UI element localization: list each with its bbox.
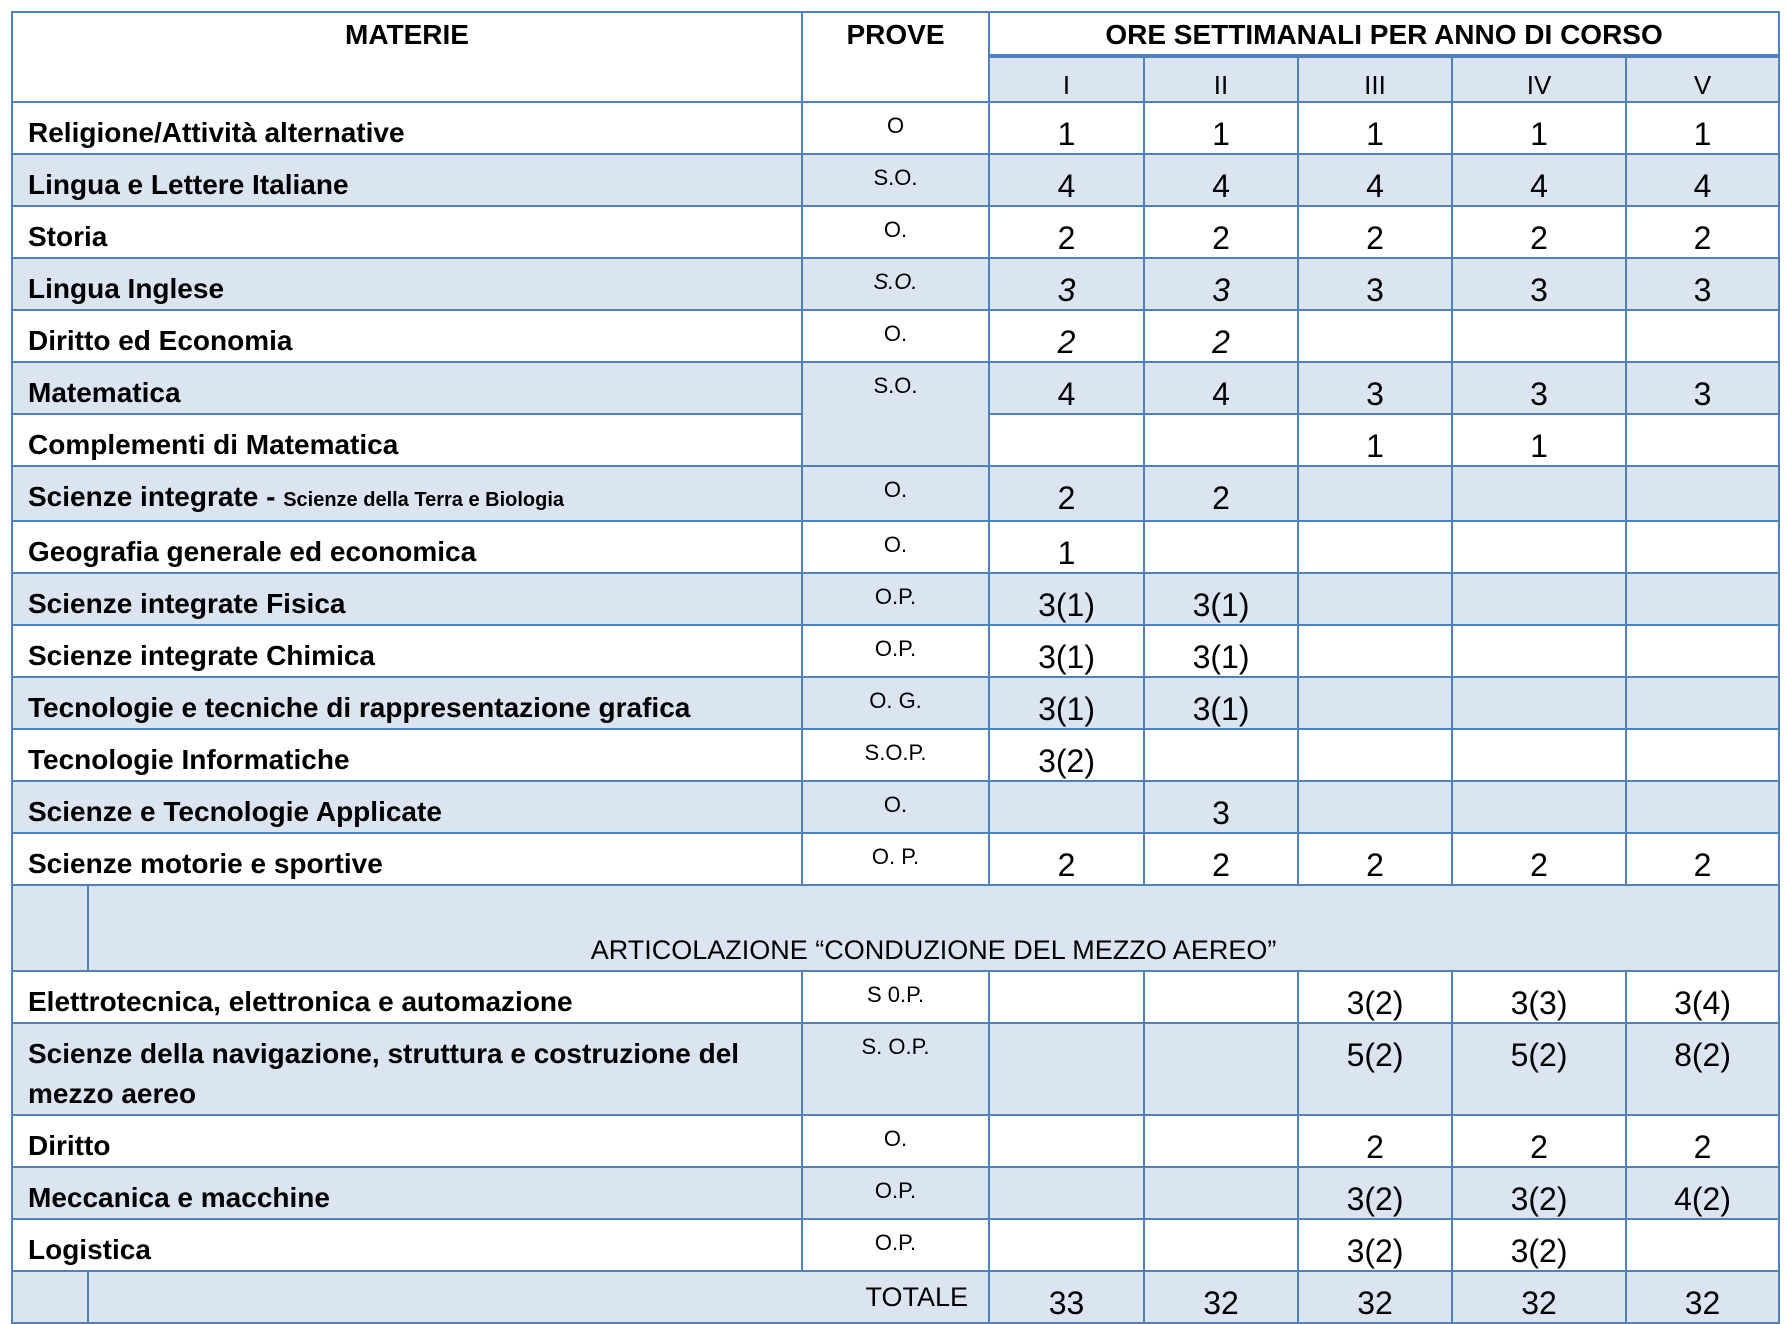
subject-name: Scienze integrate - [28,481,284,512]
hours-cell [1626,1219,1779,1271]
header-ore: ORE SETTIMANALI PER ANNO DI CORSO [989,12,1779,56]
subject-name: Scienze integrate Chimica [28,640,376,671]
hours-cell: 1 [1626,102,1779,154]
table-row [12,1167,1779,1219]
subject-name: Meccanica e macchine [28,1182,330,1213]
hours-cell: 2 [1144,833,1298,885]
subject-name: Elettrotecnica, elettronica e automazione [28,986,573,1017]
hours-cell: 3(2) [1452,1219,1626,1271]
hours-cell [989,1219,1144,1271]
hours-cell [989,1023,1144,1115]
table-row [12,833,1779,885]
hours-cell [989,1115,1144,1167]
hours-cell [1144,971,1298,1023]
hours-cell: 2 [1626,206,1779,258]
hours-cell [1144,729,1298,781]
articolazione-body [12,971,1779,1271]
hours-cell [989,414,1144,466]
header-materie: MATERIE [12,12,802,102]
table-row [12,781,1779,833]
hours-cell: 4 [1144,154,1298,206]
year-header: II [1144,56,1298,102]
prova-cell: O. [802,206,989,258]
table-row [12,362,1779,414]
prova-cell: O. [802,310,989,362]
blank-cell [12,885,88,971]
table-row [12,1219,1779,1271]
prova-cell: S.O.P. [802,729,989,781]
hours-cell: 1 [1298,102,1452,154]
prova-cell: O [802,102,989,154]
hours-cell [1626,310,1779,362]
table-row [12,521,1779,573]
subject-cell [12,781,802,833]
subject-cell [12,466,802,521]
prova-cell: O. [802,521,989,573]
hours-cell: 2 [1144,466,1298,521]
hours-cell: 3(2) [1298,1219,1452,1271]
subject-name: Lingua Inglese [28,273,225,304]
table-row [12,971,1779,1023]
hours-cell: 3 [1144,258,1298,310]
hours-cell [1298,466,1452,521]
hours-cell [1626,677,1779,729]
hours-cell [1452,677,1626,729]
hours-cell: 2 [1144,310,1298,362]
table-row [12,677,1779,729]
prova-cell: S.O. [802,258,989,310]
hours-cell: 4 [1626,154,1779,206]
prova-cell: O.P. [802,1167,989,1219]
hours-cell [1626,573,1779,625]
prova-cell: S.O. [802,154,989,206]
hours-cell: 3(2) [1298,1167,1452,1219]
hours-cell [1626,781,1779,833]
hours-cell [1452,573,1626,625]
subject-name: Diritto [28,1130,111,1161]
hours-cell: 2 [1452,833,1626,885]
subject-cell [12,521,802,573]
hours-cell [1144,414,1298,466]
articolazione-heading: ARTICOLAZIONE “CONDUZIONE DEL MEZZO AEREO” [88,885,1779,971]
hours-cell: 2 [1298,206,1452,258]
subject-name: Tecnologie e tecniche di rappresentazione grafica [28,692,691,723]
subject-cell [12,573,802,625]
subject-cell [12,1023,802,1115]
table-row [12,102,1779,154]
subject-name: Geografia generale ed economica [28,536,477,567]
hours-cell [1298,573,1452,625]
subject-cell [12,414,802,466]
subject-name: Scienze e Tecnologie Applicate [28,796,442,827]
subject-name: Lingua e Lettere Italiane [28,169,349,200]
hours-cell [989,1167,1144,1219]
hours-cell: 1 [1452,102,1626,154]
prova-cell: O. G. [802,677,989,729]
hours-cell [1626,414,1779,466]
hours-cell [1298,521,1452,573]
hours-cell: 2 [1298,833,1452,885]
hours-cell: 4 [1452,154,1626,206]
hours-cell: 3(1) [1144,677,1298,729]
blank-cell [12,1271,88,1323]
prova-cell: O.P. [802,573,989,625]
prova-cell: S.O. [802,362,989,466]
subject-cell [12,833,802,885]
prova-cell: O. [802,1115,989,1167]
subject-name: Tecnologie Informatiche [28,744,350,775]
hours-cell [1144,1023,1298,1115]
subject-cell [12,102,802,154]
hours-cell: 4(2) [1626,1167,1779,1219]
hours-cell [1298,781,1452,833]
hours-cell: 3(1) [1144,573,1298,625]
subject-cell [12,310,802,362]
hours-cell: 5(2) [1298,1023,1452,1115]
header-prove: PROVE [802,12,989,102]
hours-cell: 2 [1452,1115,1626,1167]
hours-cell: 3(1) [1144,625,1298,677]
hours-cell: 3 [1298,258,1452,310]
table-row [12,729,1779,781]
hours-cell [989,781,1144,833]
hours-cell: 3(1) [989,573,1144,625]
hours-cell [1452,729,1626,781]
totale-value: 32 [1626,1271,1779,1323]
prova-cell: O. P. [802,833,989,885]
subject-name: Diritto ed Economia [28,325,293,356]
year-header: V [1626,56,1779,102]
hours-cell [1626,625,1779,677]
hours-cell: 2 [1452,206,1626,258]
hours-cell: 3(2) [989,729,1144,781]
hours-cell [1452,310,1626,362]
subject-name: Religione/Attività alternative [28,117,405,148]
subject-name: Complementi di Matematica [28,429,399,460]
hours-cell [1452,466,1626,521]
hours-cell [1144,1115,1298,1167]
table-row [12,206,1779,258]
prova-cell: O.P. [802,1219,989,1271]
hours-cell: 2 [989,206,1144,258]
hours-cell: 2 [1626,1115,1779,1167]
table-row [12,1115,1779,1167]
hours-cell [1298,729,1452,781]
year-header: III [1298,56,1452,102]
subject-cell [12,154,802,206]
hours-cell: 1 [1298,414,1452,466]
hours-cell [1452,625,1626,677]
prova-cell: O. [802,781,989,833]
hours-cell [1626,466,1779,521]
hours-cell: 4 [989,154,1144,206]
hours-cell [1144,521,1298,573]
hours-cell: 3 [989,258,1144,310]
hours-cell: 4 [1298,154,1452,206]
hours-cell [1298,677,1452,729]
totale-value: 33 [989,1271,1144,1323]
hours-cell: 3(3) [1452,971,1626,1023]
prova-cell: S 0.P. [802,971,989,1023]
subject-cell [12,625,802,677]
hours-cell [1452,781,1626,833]
hours-cell: 3 [1144,781,1298,833]
hours-cell: 2 [1298,1115,1452,1167]
subject-cell [12,206,802,258]
orario-table [11,11,1780,1324]
totale-label: TOTALE [88,1271,989,1323]
hours-cell [1144,1167,1298,1219]
table-row [12,466,1779,521]
subject-detail: Scienze della Terra e Biologia [283,489,565,511]
hours-cell: 3 [1298,362,1452,414]
hours-cell: 2 [989,310,1144,362]
hours-cell [1144,1219,1298,1271]
hours-cell: 3(2) [1298,971,1452,1023]
hours-cell [1626,729,1779,781]
table-row [12,258,1779,310]
subject-cell [12,1219,802,1271]
table-row [12,573,1779,625]
hours-cell: 8(2) [1626,1023,1779,1115]
prova-cell: O.P. [802,625,989,677]
subject-name: Logistica [28,1234,151,1265]
hours-cell: 1 [989,102,1144,154]
hours-cell: 3 [1626,362,1779,414]
hours-cell [1626,521,1779,573]
subject-cell [12,729,802,781]
table-row [12,625,1779,677]
table-row [12,310,1779,362]
table-row [12,154,1779,206]
hours-cell: 2 [989,466,1144,521]
table-row [12,1023,1779,1115]
subject-name: Matematica [28,377,181,408]
subject-name: Scienze integrate Fisica [28,588,346,619]
hours-cell: 3 [1626,258,1779,310]
hours-cell: 3 [1452,362,1626,414]
prova-cell: S. O.P. [802,1023,989,1115]
hours-cell: 3(2) [1452,1167,1626,1219]
hours-cell [1298,310,1452,362]
hours-cell: 1 [1144,102,1298,154]
hours-cell: 3(1) [989,625,1144,677]
subject-name: Scienze della navigazione, struttura e costruzione del mezzo aereo [28,1038,740,1109]
subject-cell [12,971,802,1023]
subject-name: Scienze motorie e sportive [28,848,383,879]
hours-cell: 2 [1144,206,1298,258]
subject-cell [12,1115,802,1167]
hours-cell: 1 [989,521,1144,573]
year-header: I [989,56,1144,102]
subject-cell [12,258,802,310]
totale-value: 32 [1144,1271,1298,1323]
subject-cell [12,362,802,414]
prova-cell: O. [802,466,989,521]
hours-cell [989,971,1144,1023]
hours-cell: 3(1) [989,677,1144,729]
subject-cell [12,677,802,729]
hours-cell: 3 [1452,258,1626,310]
hours-cell [1452,521,1626,573]
hours-cell: 1 [1452,414,1626,466]
year-header: IV [1452,56,1626,102]
subjects-body [12,102,1779,885]
totale-value: 32 [1298,1271,1452,1323]
hours-cell: 4 [989,362,1144,414]
subject-name: Storia [28,221,108,252]
hours-cell: 2 [1626,833,1779,885]
hours-cell: 4 [1144,362,1298,414]
totale-value: 32 [1452,1271,1626,1323]
subject-cell [12,1167,802,1219]
hours-cell [1298,625,1452,677]
hours-cell: 2 [989,833,1144,885]
hours-cell: 5(2) [1452,1023,1626,1115]
hours-cell: 3(4) [1626,971,1779,1023]
